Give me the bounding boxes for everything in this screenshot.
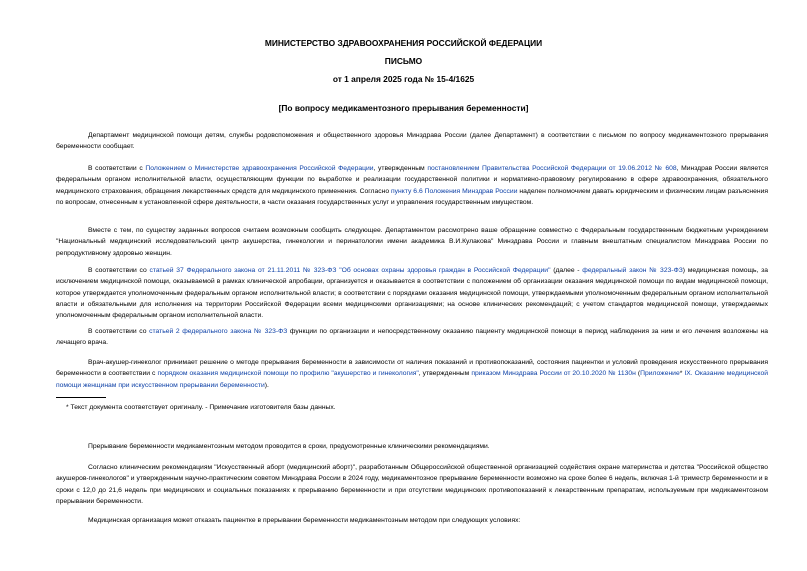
p6-text-5: ). [264, 381, 269, 389]
paragraph-1-text: Департамент медицинской помощи детям, службы родовспоможения и общественного здоровья Минздрава России (далее Департамент) в соответствии с письмом по вопросу медикаментозного прерывания беременности сообщает. [56, 132, 768, 151]
footnote-divider [56, 397, 106, 398]
document-type: ПИСЬМО [384, 56, 423, 66]
p4-text-1: В соответствии со [88, 267, 150, 274]
p6-text-4: * [679, 370, 685, 378]
p5-text-1: В соответствии со [88, 328, 150, 335]
ministry-heading: МИНИСТЕРСТВО ЗДРАВООХРАНЕНИЯ РОССИЙСКОЙ ФЕДЕРАЦИИ [264, 38, 543, 48]
p6-text-1: Врач-акушер-гинеколог принимает решение о методе прерывания беременности в зависимости от наличия показаний и противопоказаний, состояния пациентки и условий проведения искусственного прерывания беременности в соответствии с [56, 359, 768, 378]
p2-text-2: , утвержденным [373, 165, 428, 172]
paragraph-7-text: Прерывание беременности медикаментозным методом проводится в сроки, предусмотренные клиническими рекомендациями. [88, 443, 490, 450]
p4-text-3: ) медицинская помощь, за исключением медицинской помощи, оказываемой в рамках клинической апробации, организуется и оказывается в соответствии с положением об организации оказания медицинской помощи по видам медицинской помощи, которое утверждается уполномоченным федеральным органом исполнительной власти; в соответствии с порядками оказания медицинской помощи, утверждаемыми уполномоченным федеральным органом исполнительной власти и обязательными для исполнения на территории Российской Федерации всеми медицинскими организациями; на основе клинических рекомендаций; с учетом стандартов медицинской помощи, утверждаемых уполномоченным федеральным органом исполнительной власти. [56, 267, 768, 320]
link-order-1130n[interactable]: приказом Минздрава России от 20.10.2020 № 1130н [471, 370, 636, 378]
paragraph-1 [56, 130, 768, 153]
paragraph-8-text: Согласно клиническим рекомендациям "Искусственный аборт (медицинский аборт)", разработанным Общероссийской общественной организацией содействия охране материнства и детства "Российской общество акушеров-гинекологов" и утвержденным научно-практическим советом Минздрава России в 2024 году, медикаментозное прерывание беременности возможно на сроке более 6 недель, включая 1-й триместр беременности и в сроки с 12,0 до 21,6 недель при медицинских и социальных показаниях к прерыванию беременности и при отсутствии медицинских противопоказаний к лекарственным препаратам, используемым при медикаментозном прерывании беременности. [56, 464, 768, 505]
link-care-procedure-obgyn[interactable]: порядком оказания медицинской помощи по профилю "акушерство и гинекология" [157, 370, 419, 378]
paragraph-8 [56, 462, 768, 507]
link-ministry-regulation[interactable]: Положением о Министерстве здравоохранения Российской Федерации [145, 165, 374, 172]
paragraph-9-text: Медицинская организация может отказать пациентке в прерывании беременности медикаментозным методом при следующих условиях: [88, 517, 521, 524]
p2-text-1: В соответствии с [88, 165, 146, 172]
link-federal-law-323[interactable]: федеральный закон № 323-ФЗ [582, 267, 683, 274]
paragraph-7 [56, 441, 768, 452]
document-date-number: от 1 апреля 2025 года № 15-4/1625 [332, 74, 475, 84]
p4-text-2: (далее - [550, 267, 583, 274]
link-section-ix[interactable]: IX. Оказание медицинской помощи женщинам при искусственном прерывании беременности [56, 370, 768, 389]
link-regulation-item-6-6[interactable]: пункту 6.6 Положения Минздрав России [391, 187, 518, 195]
link-appendix[interactable]: Приложение [640, 370, 680, 378]
link-article-2-law-323[interactable]: статьей 2 федерального закона № 323-ФЗ [149, 328, 288, 335]
p5-text-2: функции по организации и непосредственному оказанию пациенту медицинской помощи в период наблюдения за ним и его лечения возложены на лечащего врача. [56, 328, 769, 347]
paragraph-6 [56, 357, 768, 391]
paragraph-2 [56, 163, 768, 208]
paragraph-3-text: Вместе с тем, по существу заданных вопросов считаем возможным сообщить следующее. Департаментом рассмотрено ваше обращение совместно с Федеральным государственным бюджетным учреждением "Национальный медицинский исследовательский центр акушерства, гинекологии и перинатологии имени академика В.И.Кулакова" Минздрава России и главным внештатным специалистом Минздрава России по репродуктивному здоровью женщин. [56, 227, 768, 257]
paragraph-5 [56, 326, 768, 349]
p6-text-3: ( [635, 370, 641, 378]
p2-text-3: , Минздрав России является федеральным органом исполнительной власти, осуществляющим функции по выработке и реализации государственной политики и нормативно-правовому регулированию в сфере здравоохранения, обязательного медицинского страхования, обращения лекарственных средств для медицинского применения. Согласно [56, 165, 768, 195]
paragraph-3 [56, 225, 768, 259]
link-article-37-law-323[interactable]: статьей 37 Федерального закона от 21.11.2011 № 323-ФЗ "Об основах охраны здоровья граждан в Российской Федерации" [149, 267, 551, 274]
p6-text-2: , утвержденным [418, 370, 472, 378]
link-government-decree-608[interactable]: постановлением Правительства Российской Федерации от 19.06.2012 № 608 [427, 165, 677, 172]
p2-text-4: наделен полномочием давать юридическим и физическим лицам разъяснения по вопросам, отнесенным к установленной сфере деятельности, в части оказания государственных услуг и управления государственным имуществом. [56, 187, 768, 206]
document-subject: [По вопросу медикаментозного прерывания беременности] [278, 103, 529, 113]
paragraph-9 [56, 515, 768, 526]
paragraph-4 [56, 265, 768, 321]
footnote: * Текст документа соответствует оригиналу. - Примечание изготовителя базы данных. [66, 404, 336, 411]
